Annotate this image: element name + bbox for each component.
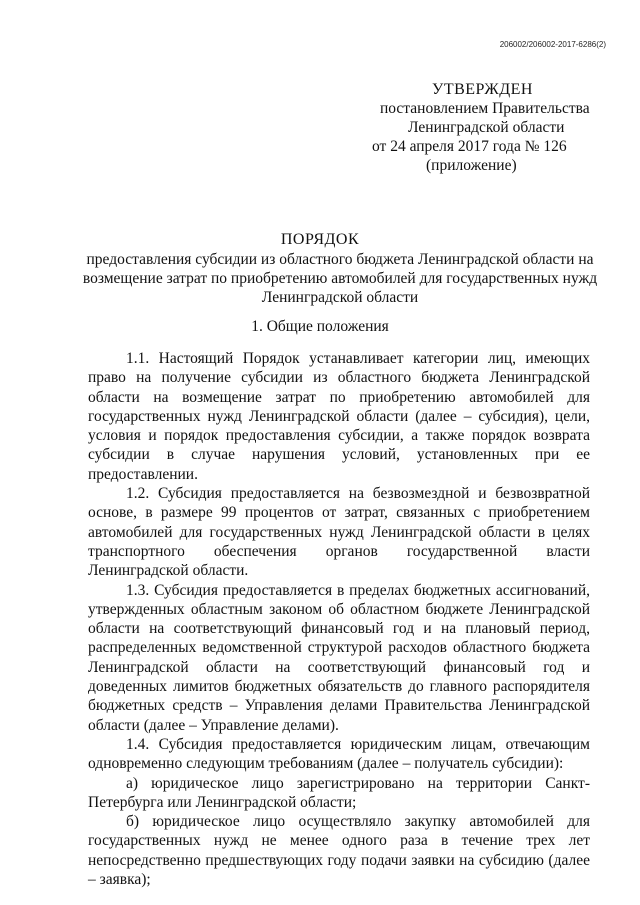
paragraph-1-1: 1.1. Настоящий Порядок устанавливает категории лиц, имеющих право на получение субсидии из областного бюджета Ленинградской области на возмещение затрат по приобретению автомобилей для государственных нужд Ленинградской области (далее – субсидия), цели, условия и порядок предоставления субсидии, а также порядок возврата субсидии в случае нарушения условий, установленных при ее предоставлении. — [88, 350, 590, 483]
paragraph-1-4: 1.4. Субсидия предоставляется юридическим лицам, отвечающим одновременно следующим требованиям (далее – получатель субсидии): — [88, 735, 590, 773]
document-subtitle: предоставления субсидии из областного бюджета Ленинградской области на возмещение затрат по приобретению автомобилей для государственных нужд Ленинградской области — [82, 251, 598, 306]
paragraph-1-2: 1.2. Субсидия предоставляется на безвозмездной и безвозвратной основе, в размере 99 процентов от затрат, связанных с приобретением автомобилей для государственных нужд Ленинградской области в целях транспортного обеспечения органов государственной власти Ленинградской области. — [88, 485, 590, 580]
approval-line: постановлением Правительства — [380, 100, 590, 117]
document-body — [88, 349, 590, 889]
approval-date-line: от 24 апреля 2017 года № 126 — [372, 138, 567, 155]
document-title: ПОРЯДОК — [280, 231, 360, 248]
document-registration-number: 206002/206002-2017-6286(2) — [499, 40, 606, 49]
paragraph-item-b: б) юридическое лицо осуществляло закупку автомобилей для государственных нужд не менее одного раза в течение трех лет непосредственно предшествующих году подачи заявки на субсидию (далее – заявка); — [88, 813, 590, 889]
paragraph-1-3: 1.3. Субсидия предоставляется в пределах бюджетных ассигнований, утвержденных областным законом об областном бюджете Ленинградской области на соответствующий финансовый год и на плановый период, распределенных ведомственной структурой расходов областного бюджета Ленинградской области на соответствующий финансовый год и доведенных лимитов бюджетных обязательств до главного распорядителя бюджетных средств – Управления делами Правительства Ленинградской области (далее – Управление делами). — [88, 581, 590, 734]
paragraph-item-a: а) юридическое лицо зарегистрировано на территории Санкт-Петербурга или Ленинградской области; — [88, 774, 590, 811]
approval-note: (приложение) — [426, 157, 517, 174]
approval-line: Ленинградской области — [408, 119, 565, 136]
approval-block — [370, 80, 590, 175]
section-heading: 1. Общие положения — [251, 318, 389, 335]
approval-title: УТВЕРЖДЕН — [432, 81, 533, 98]
